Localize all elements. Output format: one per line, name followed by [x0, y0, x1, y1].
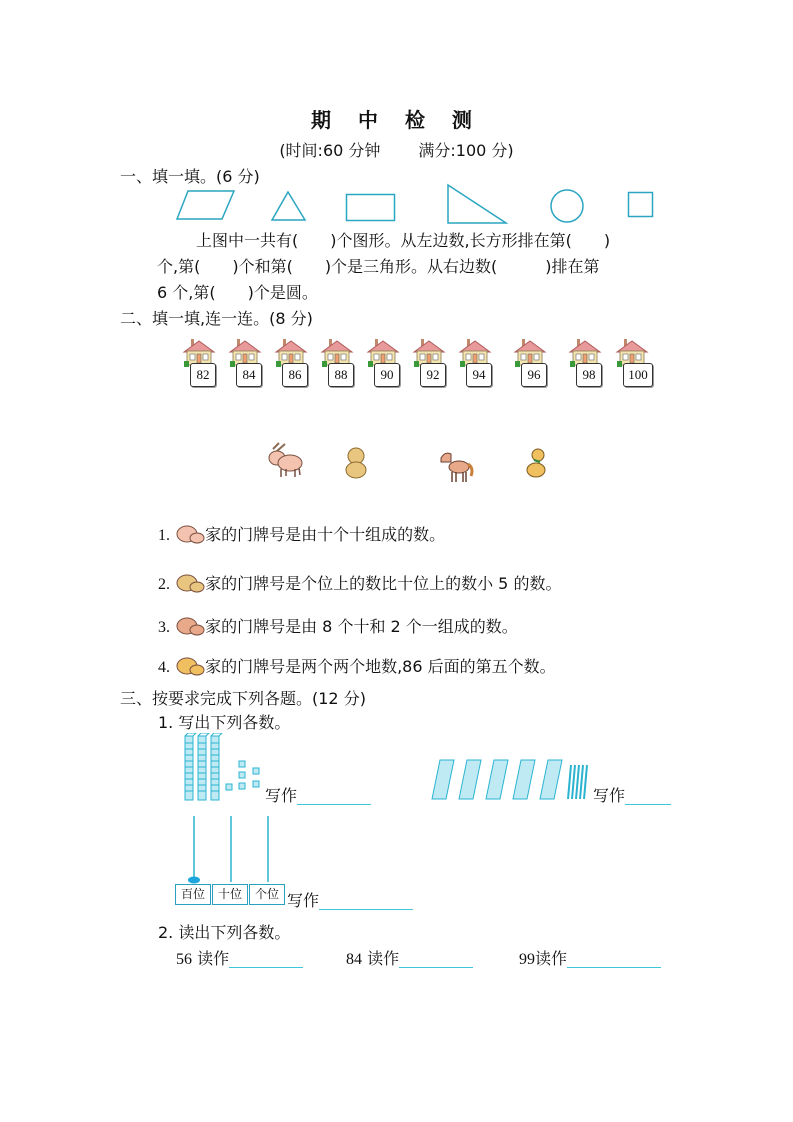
house — [182, 338, 216, 388]
stick-bundles-icon — [430, 755, 595, 805]
house — [320, 338, 354, 388]
section2-heading: 二、填一填,连一连。(8 分) — [120, 309, 313, 328]
house-number-plate: 96 — [521, 363, 547, 387]
goat-icon — [175, 520, 205, 546]
question-item — [158, 652, 556, 678]
read-item-99: 99读作 — [519, 946, 661, 969]
abacus-icon — [175, 816, 285, 886]
page-title: 期 中 检 测 — [311, 108, 482, 132]
write-item-1 — [265, 783, 371, 806]
full-score: 满分:100 分) — [418, 141, 514, 160]
write-label: 写作 — [593, 786, 626, 805]
house — [458, 338, 492, 388]
section1-line3: 6 个,第( )个是圆。 — [157, 283, 318, 302]
dog-icon — [522, 446, 550, 480]
section1-heading: 一、填一填。(6 分) — [120, 167, 260, 186]
answer-blank[interactable] — [567, 949, 661, 968]
sub1-heading: 1. 写出下列各数。 — [158, 713, 291, 732]
house-number-plate: 98 — [576, 363, 602, 387]
parallelogram-icon — [176, 189, 236, 221]
place-ones: 个位 — [249, 884, 285, 905]
lion-icon — [175, 569, 205, 595]
question-item — [158, 612, 518, 638]
horse-icon — [437, 450, 475, 484]
question-item — [158, 520, 445, 546]
question-number: 2. — [158, 576, 170, 593]
house-number-plate: 86 — [282, 363, 308, 387]
house-number-plate: 84 — [236, 363, 262, 387]
place-tens: 十位 — [212, 884, 248, 905]
house — [366, 338, 400, 388]
question-text: 家的门牌号是两个两个地数,86 后面的第五个数。 — [205, 657, 556, 676]
write-label: 写作 — [265, 786, 298, 805]
house-number-plate: 90 — [374, 363, 400, 387]
house-number-plate: 100 — [623, 363, 653, 387]
house — [274, 338, 308, 388]
goat-icon — [265, 441, 305, 479]
house-number-plate: 88 — [328, 363, 354, 387]
question-text: 家的门牌号是个位上的数比十位上的数小 5 的数。 — [205, 574, 562, 593]
triangle-icon — [270, 190, 308, 222]
house-number-plate: 94 — [466, 363, 492, 387]
dog-icon — [175, 652, 205, 678]
answer-blank[interactable] — [319, 891, 413, 910]
section3-heading: 三、按要求完成下列各题。(12 分) — [120, 689, 366, 708]
time-limit: (时间:60 分钟 — [279, 141, 381, 160]
answer-blank[interactable] — [229, 949, 303, 968]
horse-icon — [175, 612, 205, 638]
lion-icon — [344, 446, 370, 480]
place-hundreds: 百位 — [175, 884, 211, 905]
house — [412, 338, 446, 388]
write-item-3 — [287, 888, 413, 911]
square-icon — [627, 191, 655, 219]
answer-blank[interactable] — [399, 949, 473, 968]
house — [228, 338, 262, 388]
answer-blank[interactable] — [297, 786, 371, 805]
right-triangle-icon — [446, 183, 508, 225]
question-text: 家的门牌号是由 8 个十和 2 个一组成的数。 — [205, 617, 518, 636]
question-number: 3. — [158, 619, 170, 636]
read-item-56: 56 读作 — [176, 946, 303, 969]
base-ten-blocks-icon — [183, 733, 267, 803]
question-item — [158, 569, 561, 595]
house — [615, 338, 649, 388]
sub2-heading: 2. 读出下列各数。 — [158, 923, 291, 942]
write-label: 写作 — [287, 891, 320, 910]
section1-line1: 上图中一共有( )个图形。从左边数,长方形排在第( ) — [196, 231, 611, 250]
question-number: 1. — [158, 527, 170, 544]
write-item-2 — [593, 783, 671, 806]
answer-blank[interactable] — [625, 786, 671, 805]
house-number-plate: 82 — [190, 363, 216, 387]
exam-info — [0, 138, 793, 161]
rectangle-icon — [345, 193, 397, 223]
section1-line2: 个,第( )个和第( )个是三角形。从右边数( )排在第 — [157, 257, 600, 276]
house — [568, 338, 602, 388]
house — [513, 338, 547, 388]
house-number-plate: 92 — [420, 363, 446, 387]
circle-icon — [549, 188, 585, 224]
question-text: 家的门牌号是由十个十组成的数。 — [205, 525, 446, 544]
read-item-84: 84 读作 — [346, 946, 473, 969]
question-number: 4. — [158, 659, 170, 676]
